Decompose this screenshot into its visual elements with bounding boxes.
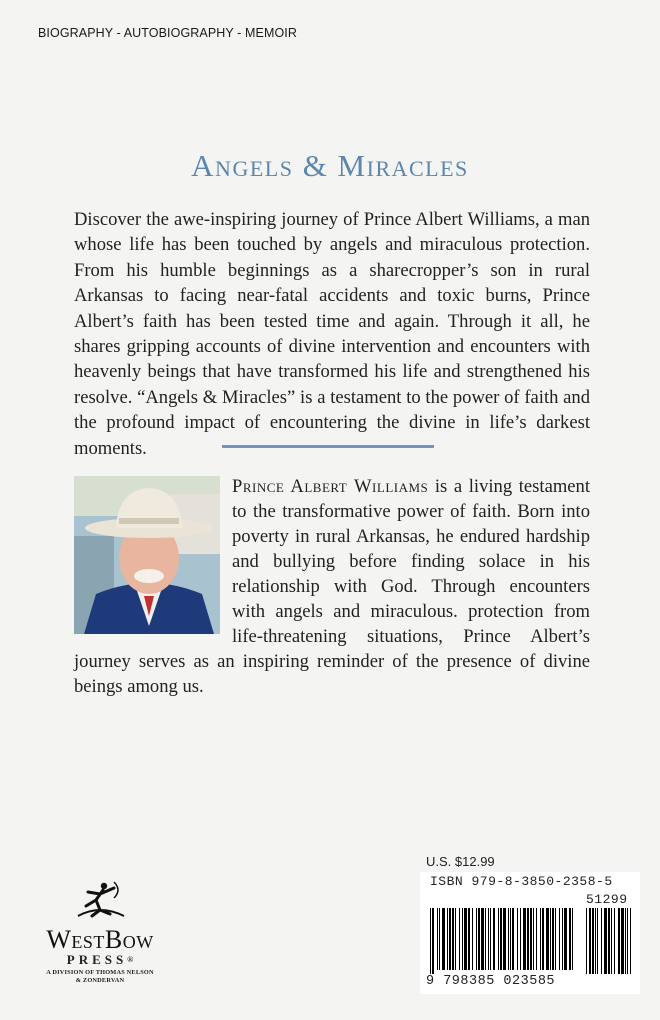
- publisher-press: PRESS®: [66, 952, 134, 967]
- author-name: Prince Albert Williams: [232, 476, 429, 497]
- author-photo: [74, 476, 220, 634]
- price-addon-code: 51299: [586, 892, 628, 907]
- barcode-block: [420, 872, 640, 994]
- author-bio-text: is a living testament to the transformative power of faith. Born into poverty in rural Arkansas, he endured hardship and bullying before finding solace in his relationship with God. Through encounters with angels and miraculous. protection from life-threatening situations, Prince Albert’s journey serves as an inspiring reminder of the presence of divine beings among us.: [74, 476, 591, 697]
- archer-icon: [70, 880, 130, 920]
- book-title: Angels & Miracles: [191, 148, 469, 183]
- barcode-bars: [426, 908, 636, 974]
- book-blurb: Discover the awe-inspiring journey of Prince Albert Williams, a man whose life has been touched by angels and miraculous protection. From his humble beginnings as a sharecropper’s son in rural Arkansas to facing near-fatal accidents and toxic burns, Prince Albert’s faith has been tested time and again. Through it all, he shares gripping accounts of divine intervention and encounters with heavenly beings that have transformed his life and strengthened his resolve. “Angels & Miracles” is a testament to the power of faith and the profound impact of encountering the divine in life’s darkest moments.: [74, 209, 590, 459]
- isbn-text: ISBN 979-8-3850-2358-5: [430, 874, 613, 889]
- publisher-division: A DIVISION OF THOMAS NELSON & ZONDERVAN: [46, 969, 154, 984]
- publisher-logo: [30, 880, 170, 985]
- publisher-name: WestBow: [46, 925, 154, 954]
- ean-digits: 9 798385 023585: [426, 974, 556, 989]
- author-section: [74, 474, 590, 699]
- genre-label: BIOGRAPHY - AUTOBIOGRAPHY - MEMOIR: [38, 26, 298, 40]
- price: U.S. $12.99: [426, 854, 495, 869]
- section-divider: [222, 445, 434, 448]
